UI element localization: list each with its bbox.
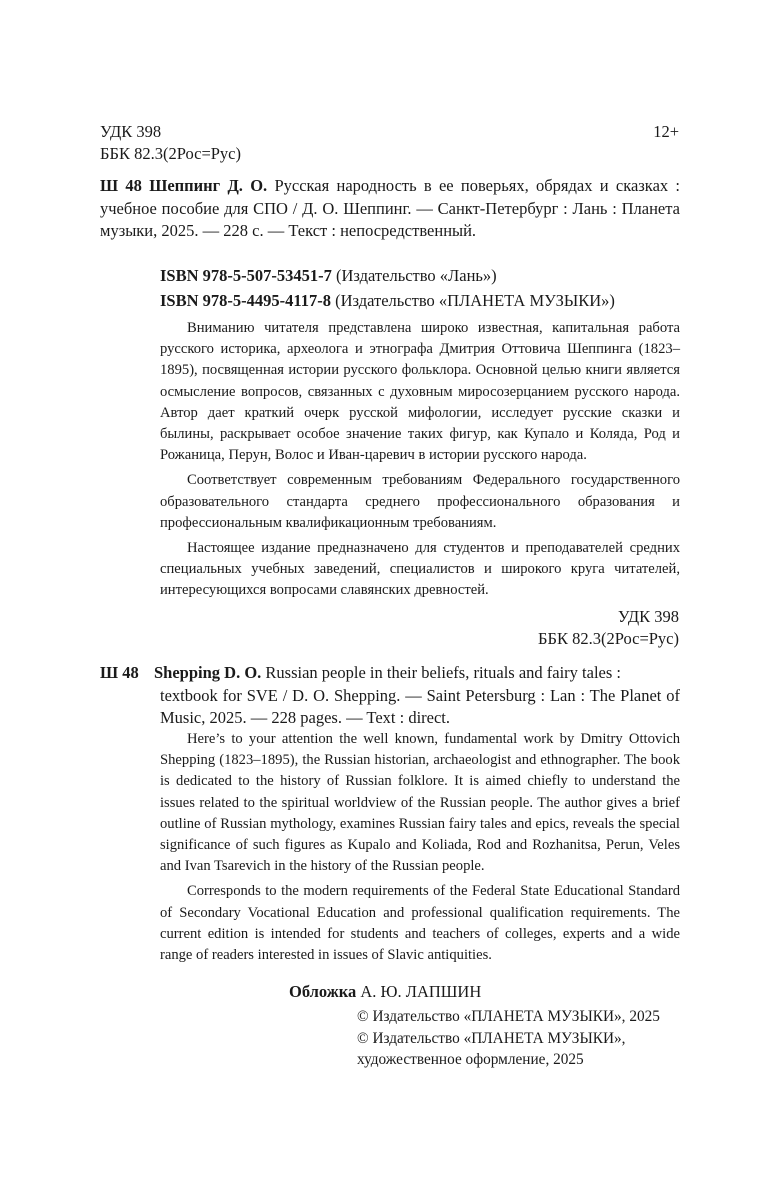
copyright-line: художественное оформление, 2025 (357, 1051, 584, 1068)
abstract-paragraph: Corresponds to the modern requirements of the Federal State Educational Standard of Secondary Vocational Education and professional qualification requirements. The current edition is intended for students and teachers of colleges, experts and a wide range of readers interested in issues of Slavic antiquities. (160, 883, 680, 964)
abstract-paragraph: Here’s to your attention the well known, fundamental work by Dmitry Ottovich Shepping (1823–1895), the Russian historian, archaeologist and ethnographer. The book is dedicated to the history of Russian folklore. It is aimed chiefly to understand the issues related to the spiritual worldview of the Russian people. The author gives a brief outline of Russian mythology, examines Russian fairy tales and epics, reveals the special significance of such figures as Kupalo and Koliada, Rod and Rozhanitsa, Perun, Veles and Ivan Tsarevich in the history of the Russian people. (160, 731, 680, 875)
udk-code: УДК 398 (100, 122, 162, 141)
abstract-paragraph: Соответствует современным требованиям Федерального государственного образовательного стандарта среднего профессионального образования и профессиональным квалификационным требованиям. (160, 472, 680, 531)
copyright-line: © Издательство «ПЛАНЕТА МУЗЫКИ», 2025 (357, 1008, 660, 1025)
author-name: Шеппинг Д. О. (149, 176, 268, 195)
cover-label: Обложка (289, 982, 357, 1001)
udk-code: УДК 398 (617, 607, 679, 626)
cover-artist: А. Ю. ЛАПШИН (360, 982, 482, 1001)
cover-credit (289, 981, 481, 1003)
abstract-paragraph: Вниманию читателя представлена широко известная, капитальная работа русского историка, археолога и этнографа Дмитрия Оттовича Шеппинга (1823–1895), посвященная истории русского фольклора. Основной целью книги является осмысление вопросов, связанных с духовным миросозерцанием русского народа. Автор дает краткий очерк русской мифологии, исследует русские сказки и былины, раскрывает особое значение таких фигур, как Купало и Коляда, Род и Рожаница, Перун, Волос и Иван-царевич в истории русского народа. (160, 320, 680, 464)
abstract-en (160, 729, 680, 966)
abstract-paragraph: Настоящее издание предназначено для студентов и преподавателей средних специальных учебных заведений, специалистов и широкого круга читателей, интересующихся вопросами славянских древностей. (160, 540, 680, 599)
bibliographic-record-en (100, 662, 680, 730)
isbn-line (160, 265, 497, 287)
isbn-number: ISBN 978-5-507-53451-7 (160, 266, 332, 285)
isbn-number: ISBN 978-5-4495-4117-8 (160, 291, 331, 310)
abstract-ru (160, 318, 680, 602)
isbn-publisher: (Издательство «ПЛАНЕТА МУЗЫКИ») (335, 291, 615, 310)
record-description: Русская народность в ее поверьях, обрядах и сказках : учебное пособие для СПО / Д. О. Шеппинг. — Санкт-Петербург : Лань : Планета музыки, 2025. — 228 с. — Текст : непосредственный. (100, 176, 681, 240)
author-name: Shepping D. O. (154, 663, 262, 682)
record-title: Russian people in their beliefs, rituals and fairy tales : (265, 663, 621, 682)
bbk-code: ББК 82.3(2Рос=Рус) (538, 629, 679, 648)
age-rating: 12+ (653, 122, 679, 141)
record-description: textbook for SVE / D. O. Shepping. — Saint Petersburg : Lan : The Planet of Music, 2025. — 228 pages. — Text : direct. (160, 685, 680, 727)
author-mark: Ш 48 (100, 176, 142, 195)
classification-bottom (538, 606, 679, 650)
classification-top (100, 121, 241, 165)
bibliographic-record-ru (100, 175, 680, 243)
isbn-line (160, 290, 615, 312)
isbn-publisher: (Издательство «Лань») (336, 266, 497, 285)
author-mark: Ш 48 (100, 663, 139, 682)
copyright-line: © Издательство «ПЛАНЕТА МУЗЫКИ», (357, 1029, 626, 1047)
copyright-notice (357, 1006, 660, 1071)
bbk-code: ББК 82.3(2Рос=Рус) (100, 144, 241, 163)
